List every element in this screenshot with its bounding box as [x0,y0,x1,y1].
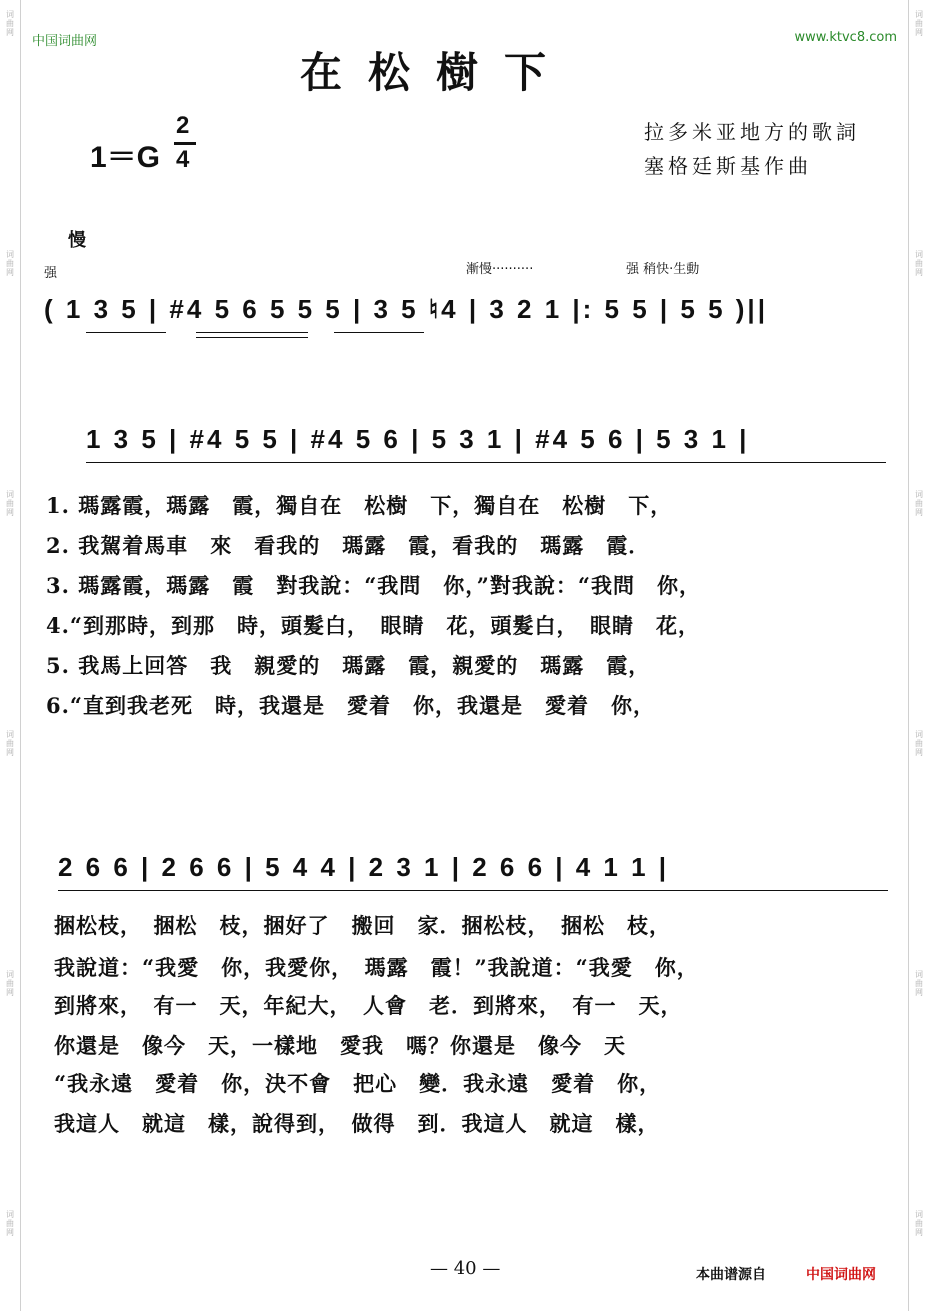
lyric-line: 5. 我馬上回答 我 親愛的 瑪露 霞，親愛的 瑪露 霞， [46,653,651,678]
watermark-text: 词曲网 [915,730,923,757]
beam-line [196,332,308,333]
notation-line-verse-a: 1 3 5 | #4 5 5 | #4 5 6 | 5 3 1 | #4 5 6 | 5 3 1 | [86,424,750,454]
watermark-text: 词曲网 [915,970,923,997]
beam-line [86,332,166,333]
page-number: — 40 — [430,1258,501,1279]
watermark-text: 词曲网 [6,1210,14,1237]
lyric-line: 3. 瑪露霞，瑪露 霞 對我說：“我問 你，”對我說：“我問 你， [46,573,701,598]
lyric-line: 1. 瑪露霞，瑪露 霞，獨自在 松樹 下，獨自在 松樹 下， [46,493,673,518]
watermark-text: 词曲网 [6,250,14,277]
source-label: 本曲谱源自 [696,1267,766,1283]
lyric-line: 我說道：“我愛 你，我愛你， 瑪露 霞！”我說道：“我愛 你， [54,955,699,980]
beam-line [86,462,886,463]
right-watermark-strip [908,0,929,1311]
ritardando-marking: 漸慢·········· [466,262,534,277]
watermark-text: 词曲网 [915,250,923,277]
site-url-right[interactable]: www.ktvc8.com [794,30,897,45]
tempo-marking: 慢 [68,230,86,251]
beam-line [58,890,888,891]
composer-credit: 塞格廷斯基作曲 [644,154,812,178]
watermark-text: 词曲网 [6,10,14,37]
lyricist-credit: 拉多米亚地方的歌詞 [644,120,860,144]
lyric-line: 4.“到那時，到那 時，頭髮白， 眼睛 花，頭髮白， 眼睛 花， [46,613,700,638]
watermark-text: 词曲网 [6,970,14,997]
beam-line [196,337,308,338]
section-marking: 强 稍快·生動 [626,262,700,277]
song-title: 在松樹下 [300,48,573,97]
time-signature-bottom: 4 [176,146,190,173]
watermark-text: 词曲网 [915,490,923,517]
lyric-line: 到將來， 有一 天，年紀大， 人會 老．到將來， 有一 天， [54,993,683,1018]
lyric-line: 2. 我駕着馬車 來 看我的 瑪露 霞，看我的 瑪露 霞． [46,533,651,558]
dynamic-marking: 强 [44,266,58,281]
beam-line [334,332,424,333]
time-signature-top: 2 [176,112,190,139]
notation-line-intro: ( 1 3 5 | #4 5 6 5 5 5 | 3 5 ♮4 | 3 2 1 |: 5 5 | 5 5 )|| [44,294,768,324]
lyric-line: 6.“直到我老死 時，我還是 愛着 你，我還是 愛着 你， [46,693,655,718]
watermark-text: 词曲网 [6,490,14,517]
time-signature-line [174,142,196,145]
notation-line-verse-b: 2 6 6 | 2 6 6 | 5 4 4 | 2 3 1 | 2 6 6 | 4 1 1 | [58,852,670,882]
key-signature: 1＝G [90,141,161,174]
lyric-line: 你還是 像今 天，一樣地 愛我 嗎？你還是 像今 天 [54,1033,626,1058]
site-name-left[interactable]: 中国词曲网 [32,34,98,49]
lyric-line: 捆松枝， 捆松 枝，捆好了 搬回 家．捆松枝， 捆松 枝， [54,913,671,938]
left-watermark-strip [0,0,21,1311]
source-brand-link[interactable]: 中国词曲网 [806,1267,876,1283]
lyric-line: 我這人 就這 樣，說得到， 做得 到．我這人 就這 樣， [54,1111,660,1136]
watermark-text: 词曲网 [915,1210,923,1237]
watermark-text: 词曲网 [915,10,923,37]
watermark-text: 词曲网 [6,730,14,757]
lyric-line: “我永遠 愛着 你，決不會 把心 變．我永遠 愛着 你， [54,1071,662,1096]
